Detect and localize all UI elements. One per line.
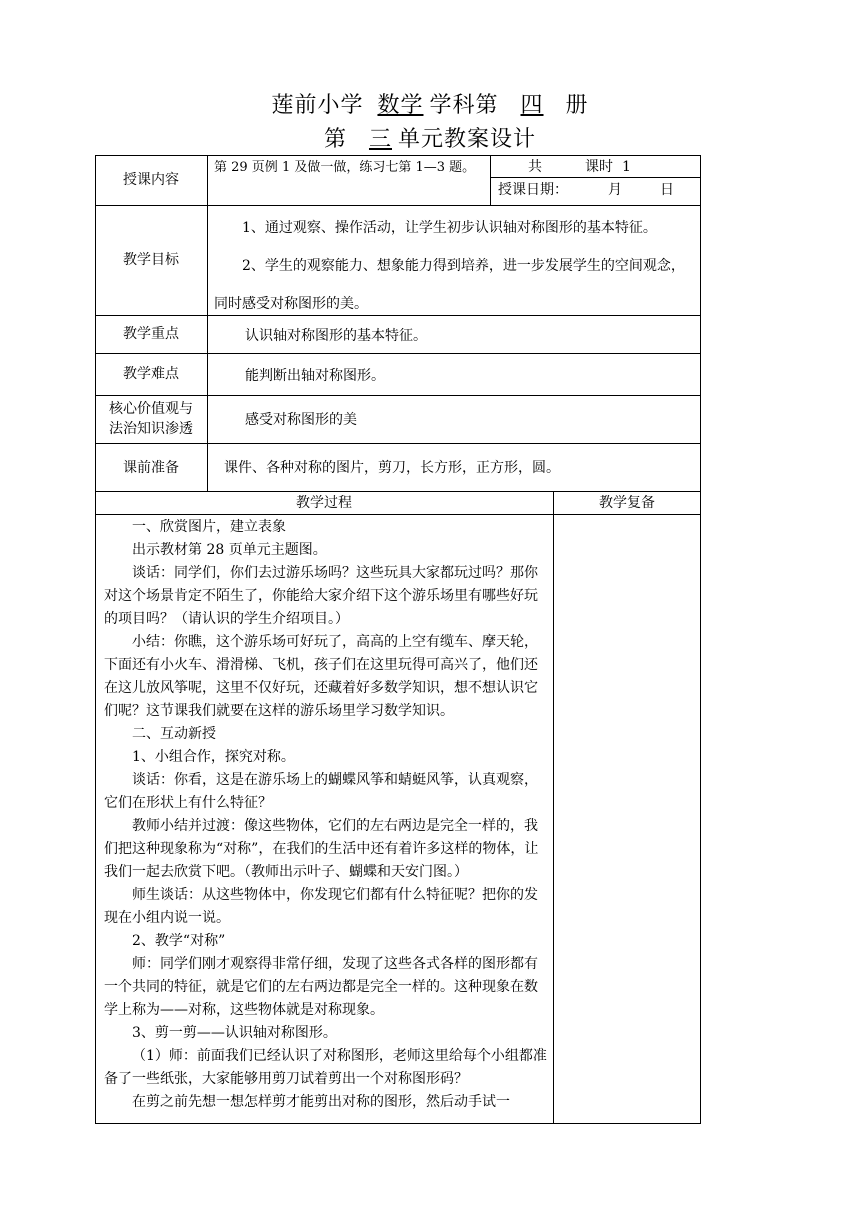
goal-item-2: 2、学生的观察能力、想象能力得到培养，进一步发展学生的空间观念，同时感受对称图形的美。 bbox=[214, 258, 685, 312]
unit-field: 三 bbox=[368, 127, 392, 152]
content-label: 授课内容 bbox=[123, 172, 179, 188]
process-paragraph: 在剪之前先想一想怎样剪才能剪出对称的图形，然后动手试一 bbox=[132, 1094, 510, 1110]
difficult-value: 能判断出轴对称图形。 bbox=[245, 368, 385, 384]
process-paragraph: 3、剪一剪——认识轴对称图形。 bbox=[132, 1025, 337, 1041]
process-paragraph: 教师小结并过渡：像这些物体，它们的左右两边是完全一样的，我们把这种现象称为“对称”，在我们的生活中还有着许多这样的物体，让我们一起去欣赏下吧。（教师出示叶子、蝴蝶和天安门图。） bbox=[104, 818, 539, 880]
key-value: 认识轴对称图形的基本特征。 bbox=[245, 328, 427, 344]
prep-label: 课前准备 bbox=[123, 459, 179, 476]
review-content bbox=[554, 515, 700, 1123]
process-paragraph: 谈话：你看，这是在游乐场上的蝴蝶风筝和蜻蜓风筝，认真观察，它们在形状上有什么特征？ bbox=[104, 772, 538, 811]
process-paragraph: 师：同学们刚才观察得非常仔细，发现了这些各式各样的图形都有一个共同的特征，就是它们的左右两边都是完全一样的。这种现象在数学上称为——对称，这些物体就是对称现象。 bbox=[104, 956, 538, 1018]
teaching-date: 授课日期： 月 日 bbox=[498, 182, 674, 198]
process-content bbox=[104, 516, 547, 1122]
goal-item-1: 1、通过观察、操作活动，让学生初步认识轴对称图形的基本特征。 bbox=[242, 220, 657, 236]
process-paragraph: （1）师：前面我们已经认识了对称图形，老师这里给每个小组都准备了一些纸张，大家能够用剪刀试着剪出一个对称图形码？ bbox=[104, 1048, 547, 1087]
review-header: 教学复备 bbox=[599, 495, 655, 511]
process-paragraph: 1、小组合作，探究对称。 bbox=[132, 749, 295, 765]
page-title bbox=[0, 88, 860, 119]
key-label: 教学重点 bbox=[123, 326, 179, 342]
process-paragraph: 师生谈话：从这些物体中，你发现它们都有什么特征呢？把你的发现在小组内说一说。 bbox=[104, 887, 538, 926]
goal-label: 教学目标 bbox=[123, 252, 179, 268]
content-value: 第 29 页例 1 及做一做，练习七第 1—3 题。 bbox=[214, 160, 476, 175]
period-count: 共 课时 1 bbox=[528, 159, 631, 175]
process-paragraph: 二、互动新授 bbox=[132, 726, 216, 742]
title-end: 册 bbox=[565, 93, 589, 118]
process-paragraph: 2、教学“对称” bbox=[132, 933, 226, 949]
process-header: 教学过程 bbox=[296, 495, 352, 511]
goal-content bbox=[214, 209, 696, 323]
school-name: 莲前小学 bbox=[271, 93, 364, 118]
subject-field: 数学 bbox=[377, 93, 424, 118]
title-mid: 学科第 bbox=[429, 93, 499, 118]
difficult-label: 教学难点 bbox=[123, 366, 179, 382]
process-paragraph: 小结：你瞧，这个游乐场可好玩了，高高的上空有缆车、摩天轮，下面还有小火车、滑滑梯、飞机，孩子们在这里玩得可高兴了，他们还在这儿放风筝呢，这里不仅好玩，还藏着好多数学知识，想不想认识它们呢？这节课我们就要在这样的游乐场里学习数学知识。 bbox=[104, 634, 538, 719]
core-value: 感受对称图形的美 bbox=[245, 412, 357, 428]
page-subtitle: 第 三 单元教案设计 bbox=[323, 127, 537, 152]
core-label: 核心价值观与 法治知识渗透 bbox=[109, 401, 193, 437]
process-paragraph: 出示教材第 28 页单元主题图。 bbox=[132, 542, 327, 558]
process-paragraph: 一、欣赏图片，建立表象 bbox=[132, 519, 286, 535]
book-field: 四 bbox=[520, 93, 544, 118]
prep-value: 课件、各种对称的图片，剪刀，长方形，正方形，圆。 bbox=[224, 460, 560, 476]
process-paragraph: 谈话：同学们，你们去过游乐场吗？这些玩具大家都玩过吗？那你对这个场景肯定不陌生了，你能给大家介绍下这个游乐场里有哪些好玩的项目吗？（请认识的学生介绍项目。） bbox=[104, 565, 538, 627]
